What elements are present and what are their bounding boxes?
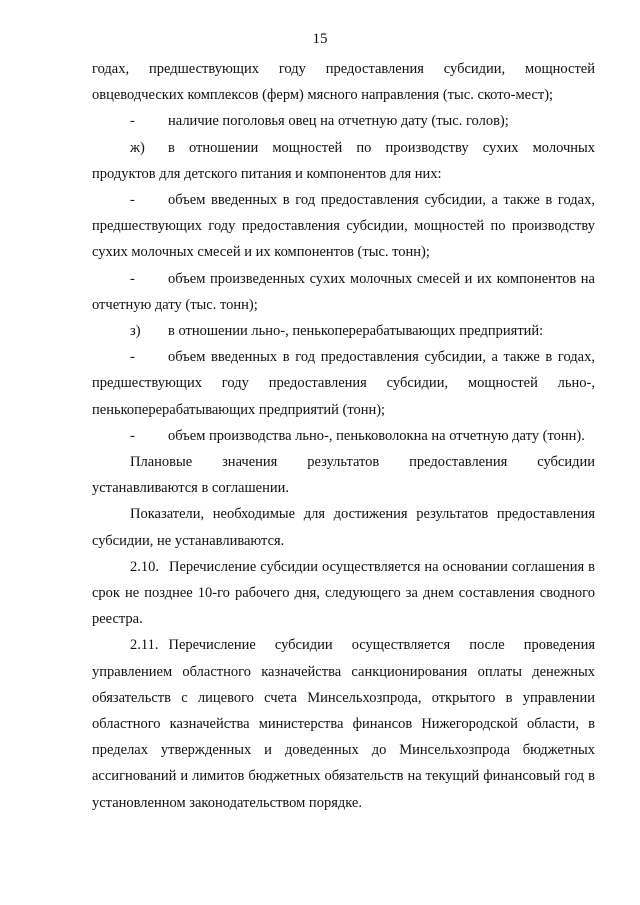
- paragraph-text: объем введенных в год предоставления субсидии, а также в годах, предшествующих году предоставления субсидии, мощностей льно-, пенькоперерабатывающих предприятий (тонн);: [92, 349, 595, 418]
- paragraph-text: Перечисление субсидии осуществляется на основании соглашения в срок не позднее 10-го рабочего дня, следующего за днем составления сводного реестра.: [92, 558, 595, 628]
- document-body: [92, 56, 595, 816]
- paragraph-text: объем произведенных сухих молочных смесей и их компонентов на отчетную дату (тыс. тонн);: [92, 270, 595, 313]
- paragraph-text: Показатели, необходимые для достижения результатов предоставления субсидии, не устанавливаются.: [92, 506, 595, 549]
- list-item: [92, 266, 595, 318]
- paragraph-text: наличие поголовья овец на отчетную дату (тыс. голов);: [168, 113, 509, 130]
- list-item: [92, 135, 595, 187]
- list-marker: -: [130, 270, 135, 287]
- list-item: [92, 423, 595, 449]
- list-marker: -: [130, 192, 135, 209]
- numbered-clause: [92, 554, 595, 633]
- numbered-clause: [92, 632, 595, 815]
- list-marker: -: [130, 427, 135, 444]
- paragraph-text: Плановые значения результатов предоставления субсидии устанавливаются в соглашении.: [92, 454, 595, 497]
- paragraph-text: Перечисление субсидии осуществляется после проведения управлением областного казначейства санкционирования оплаты денежных обязательств с лицевого счета Минсельхозпрода, открытого в управлении областного казначейства министерства финансов Нижегородской области, в пределах утвержденных и доведенных до Минсельхозпрода бюджетных ассигнований и лимитов бюджетных обязательств на текущий финансовый год в установленном законодательством порядке.: [92, 637, 595, 811]
- paragraph-text: годах, предшествующих году предоставления субсидии, мощностей овцеводческих комплексов (ферм) мясного направления (тыс. ското-мест);: [92, 61, 595, 104]
- paragraph: [92, 449, 595, 501]
- clause-number: 2.11.: [130, 637, 159, 654]
- page-number: 15: [312, 31, 328, 47]
- list-item: [92, 108, 595, 134]
- paragraph-text: объем введенных в год предоставления субсидии, а также в годах, предшествующих году предоставления субсидии, мощностей по производству сухих молочных смесей и их компонентов (тыс. тонн);: [92, 192, 595, 261]
- list-marker: -: [130, 349, 135, 366]
- paragraph-text: в отношении льно-, пенькоперерабатывающих предприятий:: [168, 323, 544, 340]
- list-marker: -: [130, 113, 135, 130]
- paragraph: [92, 501, 595, 553]
- list-item: [92, 187, 595, 266]
- paragraph-text: объем производства льно-, пеньковолокна на отчетную дату (тонн).: [168, 427, 585, 444]
- paragraph-continuation: [92, 56, 595, 108]
- clause-number: 2.10.: [130, 558, 159, 575]
- list-item: [92, 344, 595, 423]
- paragraph-text: в отношении мощностей по производству сухих молочных продуктов для детского питания и компонентов для них:: [92, 139, 595, 182]
- list-marker: з): [130, 323, 141, 340]
- list-item: [92, 318, 595, 344]
- list-marker: ж): [130, 139, 145, 156]
